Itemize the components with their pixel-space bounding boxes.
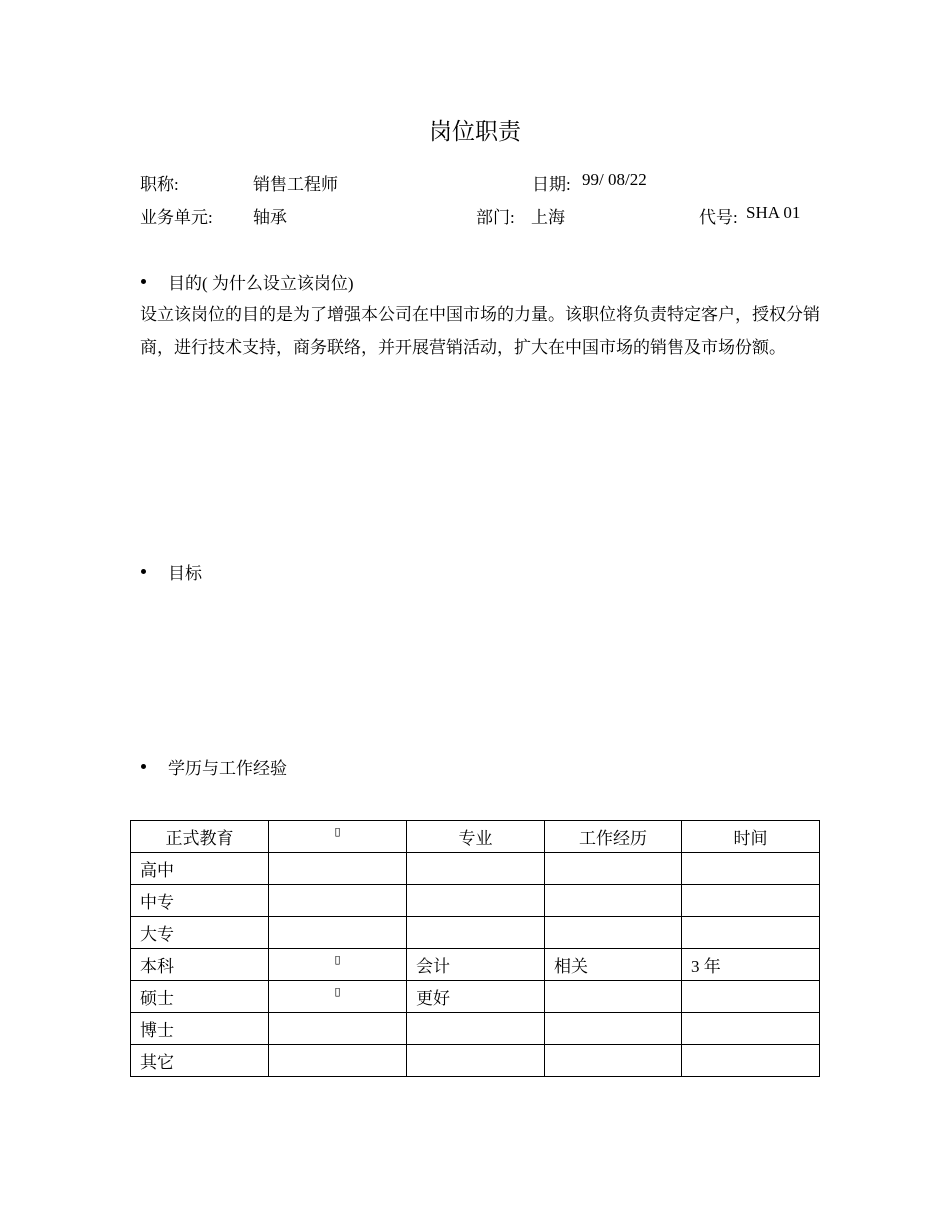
- bullet-dot: [141, 569, 146, 574]
- education-heading: 学历与工作经验: [168, 759, 287, 778]
- header-major: 专业: [407, 821, 545, 853]
- cell-experience: [545, 981, 682, 1013]
- cell-major: [407, 853, 545, 885]
- department-value: 上海: [531, 208, 565, 227]
- cell-level: 其它: [131, 1045, 269, 1077]
- purpose-heading: 目的( 为什么设立该岗位): [168, 274, 354, 293]
- business-unit-label: 业务单元:: [140, 208, 213, 227]
- cell-mark: [269, 917, 407, 949]
- cell-duration: [682, 1045, 820, 1077]
- cell-major: 更好: [407, 981, 545, 1013]
- cell-experience: [545, 885, 682, 917]
- cell-major: [407, 1045, 545, 1077]
- table-row: [131, 853, 820, 885]
- cell-duration: [682, 917, 820, 949]
- cell-duration: [682, 853, 820, 885]
- cell-experience: [545, 917, 682, 949]
- purpose-paragraph: 设立该岗位的目的是为了增强本公司在中国市场的力量。该职位将负责特定客户，授权分销商，进行技术支持，商务联络，并开展营销活动，扩大在中国市场的销售及市场份额。: [140, 305, 820, 357]
- cell-mark: [269, 981, 407, 1013]
- cell-mark: [269, 853, 407, 885]
- placeholder-glyph-icon: ▯: [334, 985, 341, 998]
- table-row: [131, 885, 820, 917]
- cell-mark: [269, 949, 407, 981]
- department-label: 部门:: [476, 208, 515, 227]
- cell-major: [407, 885, 545, 917]
- cell-experience: 相关: [545, 949, 682, 981]
- cell-mark: [269, 1013, 407, 1045]
- placeholder-glyph-icon: ▯: [334, 953, 341, 966]
- header-mark-cell: [269, 821, 407, 853]
- goals-heading: 目标: [168, 564, 202, 583]
- job-title-label: 职称:: [140, 175, 179, 194]
- job-title-value: 销售工程师: [253, 175, 338, 194]
- date-label: 日期:: [532, 175, 571, 194]
- bullet-dot: [141, 764, 146, 769]
- cell-level: 博士: [131, 1013, 269, 1045]
- header-experience: 工作经历: [545, 821, 682, 853]
- table-row: [131, 1013, 820, 1045]
- cell-level: 中专: [131, 885, 269, 917]
- code-value: SHA 01: [746, 203, 801, 222]
- cell-major: 会计: [407, 949, 545, 981]
- table-row: [131, 1045, 820, 1077]
- table-header-row: [131, 821, 820, 853]
- business-unit-value: 轴承: [253, 208, 287, 227]
- page-title: 岗位职责: [429, 119, 521, 144]
- education-table: [130, 820, 820, 1077]
- cell-experience: [545, 1013, 682, 1045]
- cell-level: 高中: [131, 853, 269, 885]
- table-row: [131, 917, 820, 949]
- cell-duration: 3 年: [682, 949, 820, 981]
- placeholder-glyph-icon: ▯: [334, 825, 341, 838]
- cell-mark: [269, 885, 407, 917]
- cell-experience: [545, 853, 682, 885]
- cell-level: 本科: [131, 949, 269, 981]
- table-row: [131, 949, 820, 981]
- cell-experience: [545, 1045, 682, 1077]
- cell-major: [407, 1013, 545, 1045]
- cell-duration: [682, 885, 820, 917]
- cell-level: 大专: [131, 917, 269, 949]
- header-formal-education: 正式教育: [131, 821, 269, 853]
- cell-duration: [682, 981, 820, 1013]
- bullet-dot: [141, 279, 146, 284]
- cell-duration: [682, 1013, 820, 1045]
- date-value: 99/ 08/22: [582, 170, 647, 189]
- code-label: 代号:: [699, 208, 738, 227]
- header-duration: 时间: [682, 821, 820, 853]
- cell-mark: [269, 1045, 407, 1077]
- cell-major: [407, 917, 545, 949]
- cell-level: 硕士: [131, 981, 269, 1013]
- table-row: [131, 981, 820, 1013]
